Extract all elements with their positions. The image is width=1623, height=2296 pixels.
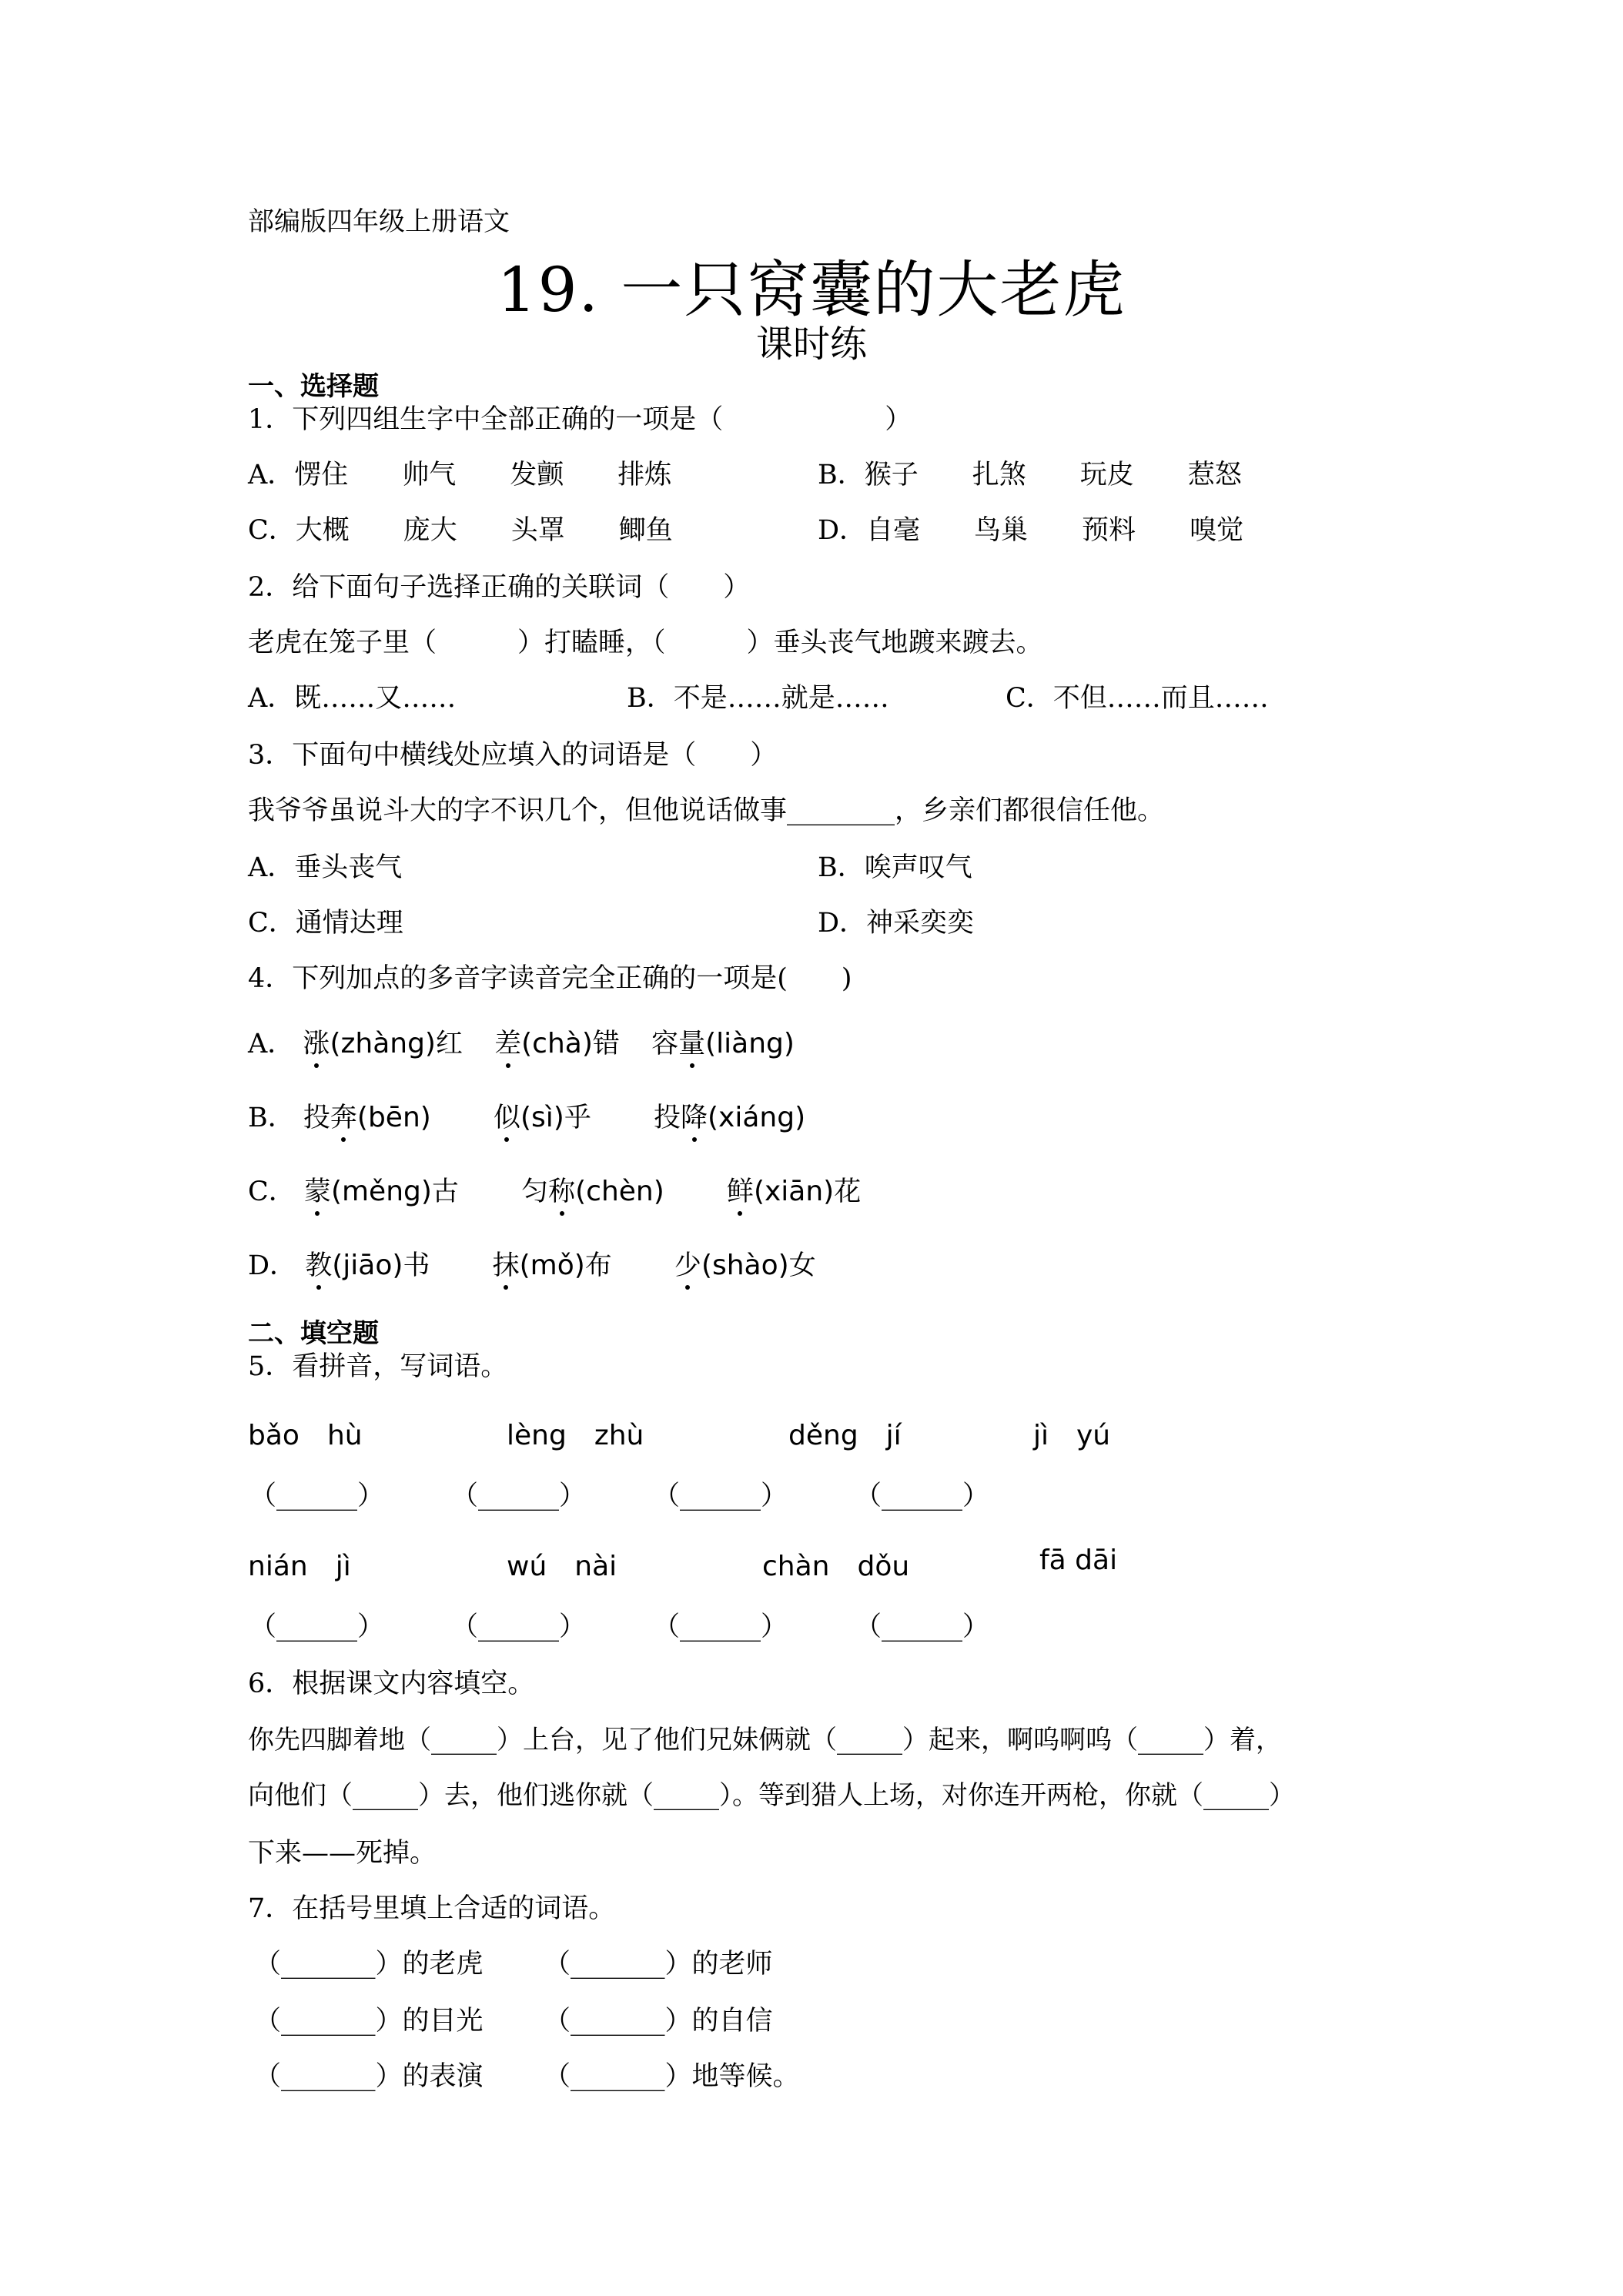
dotted-char: 蒙 <box>303 1176 331 1207</box>
q5-pinyin: chàn dǒu <box>762 1551 910 1582</box>
dotted-char: 少 <box>674 1250 701 1281</box>
q4-word: 匀称(chèn) <box>521 1176 664 1207</box>
q7-stem: 7．在括号里填上合适的词语。 <box>248 1893 616 1924</box>
q6-line: 下来——死掉。 <box>248 1838 437 1869</box>
q3-option-b: B．唉声叹气 <box>818 852 972 883</box>
pinyin: (chèn) <box>575 1176 664 1207</box>
page-subtitle: 课时练 <box>755 323 867 366</box>
q7-item: （_______）的老虎 <box>254 1949 484 1980</box>
q7-item: （_______）的目光 <box>254 2006 484 2037</box>
dotted-char: 涨 <box>303 1029 330 1059</box>
q7-item: （_______）的表演 <box>254 2061 484 2092</box>
q7-item: （_______）的老师 <box>544 1949 773 1980</box>
q5-blank[interactable]: （______） <box>249 1612 385 1642</box>
q2-option-a: A．既……又…… <box>248 683 457 714</box>
q4-word: 涨(zhàng)红 <box>303 1028 463 1059</box>
pinyin: (zhàng) <box>330 1028 436 1059</box>
q1-option-c: C．大概 庞大 头罩 鲫鱼 <box>248 515 673 546</box>
q3-option-c: C．通情达理 <box>248 908 403 939</box>
q5-pinyin: děng jí <box>788 1420 902 1451</box>
q4-option-b <box>248 1101 805 1134</box>
section-heading-fill: 二、填空题 <box>248 1318 379 1349</box>
dotted-char: 称 <box>548 1176 576 1207</box>
page-title: 19. 一只窝囊的大老虎 <box>497 254 1126 326</box>
q4-word: 投降(xiáng) <box>653 1102 806 1133</box>
dotted-char: 降 <box>681 1103 708 1133</box>
q5-pinyin: nián jì <box>248 1551 351 1582</box>
q4-option-c <box>248 1175 861 1208</box>
q5-pinyin: bǎo hù <box>248 1420 363 1451</box>
q5-blank[interactable]: （______） <box>451 1481 587 1511</box>
q4-option-label: D． <box>248 1250 297 1281</box>
pinyin: (xiān) <box>753 1176 835 1207</box>
dotted-char: 量 <box>678 1029 706 1059</box>
q5-pinyin: fā dāi <box>1039 1545 1118 1576</box>
q4-word: 抹(mǒ)布 <box>492 1250 612 1281</box>
q4-option-a <box>248 1027 795 1060</box>
pinyin: (měng) <box>330 1176 432 1207</box>
q1-stem: 1．下列四组生字中全部正确的一项是（ ） <box>248 404 912 435</box>
pinyin: (chà) <box>521 1028 593 1059</box>
q4-stem: 4．下列加点的多音字读音完全正确的一项是( ) <box>248 963 852 994</box>
q2-option-b: B．不是……就是…… <box>627 683 889 714</box>
dotted-char: 鲜 <box>726 1176 754 1207</box>
pinyin: (shào) <box>701 1250 789 1281</box>
q3-sentence: 我爷爷虽说斗大的字不识几个，但他说话做事________，乡亲们都很信任他。 <box>248 795 1165 826</box>
q7-item: （_______）的自信 <box>544 2006 773 2037</box>
q2-sentence: 老虎在笼子里（ ）打瞌睡，（ ）垂头丧气地踱来踱去。 <box>248 628 1043 658</box>
dotted-char: 抹 <box>492 1250 520 1281</box>
q4-option-d <box>248 1249 816 1282</box>
q4-word: 教(jiāo)书 <box>305 1250 430 1281</box>
q3-option-a: A．垂头丧气 <box>248 852 403 883</box>
q4-word: 蒙(měng)古 <box>303 1176 459 1207</box>
q4-option-label: A． <box>248 1029 295 1059</box>
q5-blank[interactable]: （______） <box>451 1612 587 1642</box>
q1-option-d: D．自毫 鸟巢 预料 嗅觉 <box>818 515 1244 546</box>
q7-item: （_______）地等候。 <box>544 2061 800 2092</box>
dotted-char: 奔 <box>330 1103 357 1133</box>
pinyin: (xiáng) <box>708 1102 806 1133</box>
dotted-char: 似 <box>493 1103 520 1133</box>
q6-stem: 6．根据课文内容填空。 <box>248 1668 535 1699</box>
series-label: 部编版四年级上册语文 <box>248 206 510 237</box>
pinyin: (bēn) <box>356 1102 431 1133</box>
q4-word: 差(chà)错 <box>494 1028 620 1059</box>
section-heading-choice: 一、选择题 <box>248 371 379 402</box>
q4-option-label: C． <box>248 1176 296 1207</box>
q5-stem: 5．看拼音，写词语。 <box>248 1351 508 1382</box>
q1-option-a: A．愣住 帅气 发颤 排炼 <box>248 460 672 490</box>
q5-blank[interactable]: （______） <box>855 1481 990 1511</box>
q3-stem: 3．下面句中横线处应填入的词语是（ ） <box>248 740 778 771</box>
q5-blank[interactable]: （______） <box>653 1612 788 1642</box>
q2-option-c: C．不但……而且…… <box>1006 683 1269 714</box>
q6-line: 你先四脚着地（_____）上台，见了他们兄妹俩就（_____）起来，啊呜啊呜（_____）着， <box>248 1725 1282 1755</box>
q5-pinyin: lèng zhù <box>507 1420 644 1451</box>
pinyin: (liàng) <box>705 1028 795 1059</box>
q4-option-label: B． <box>248 1103 295 1133</box>
q4-word: 投奔(bēn) <box>303 1102 431 1133</box>
q2-stem: 2．给下面句子选择正确的关联词（ ） <box>248 572 751 603</box>
q1-option-b: B．猴子 扎煞 玩皮 惹怒 <box>818 460 1242 490</box>
dotted-char: 差 <box>494 1029 522 1059</box>
pinyin: (sì) <box>520 1102 564 1133</box>
q4-word: 容量(liàng) <box>651 1028 795 1059</box>
q5-blank[interactable]: （______） <box>855 1612 990 1642</box>
q5-blank[interactable]: （______） <box>249 1481 385 1511</box>
q3-option-d: D．神采奕奕 <box>818 908 975 939</box>
q5-blank[interactable]: （______） <box>653 1481 788 1511</box>
q4-word: 少(shào)女 <box>674 1250 816 1281</box>
q4-word: 似(sì)乎 <box>493 1102 591 1133</box>
pinyin: (mǒ) <box>519 1250 585 1281</box>
q5-pinyin: wú nài <box>507 1551 617 1582</box>
q5-pinyin: jì yú <box>1033 1420 1111 1451</box>
pinyin: (jiāo) <box>332 1250 403 1281</box>
q4-word: 鲜(xiān)花 <box>726 1176 862 1207</box>
dotted-char: 教 <box>305 1250 333 1281</box>
q6-line: 向他们（_____）去，他们逃你就（_____）。等到猎人上场，对你连开两枪，你就（_____） <box>248 1780 1295 1811</box>
